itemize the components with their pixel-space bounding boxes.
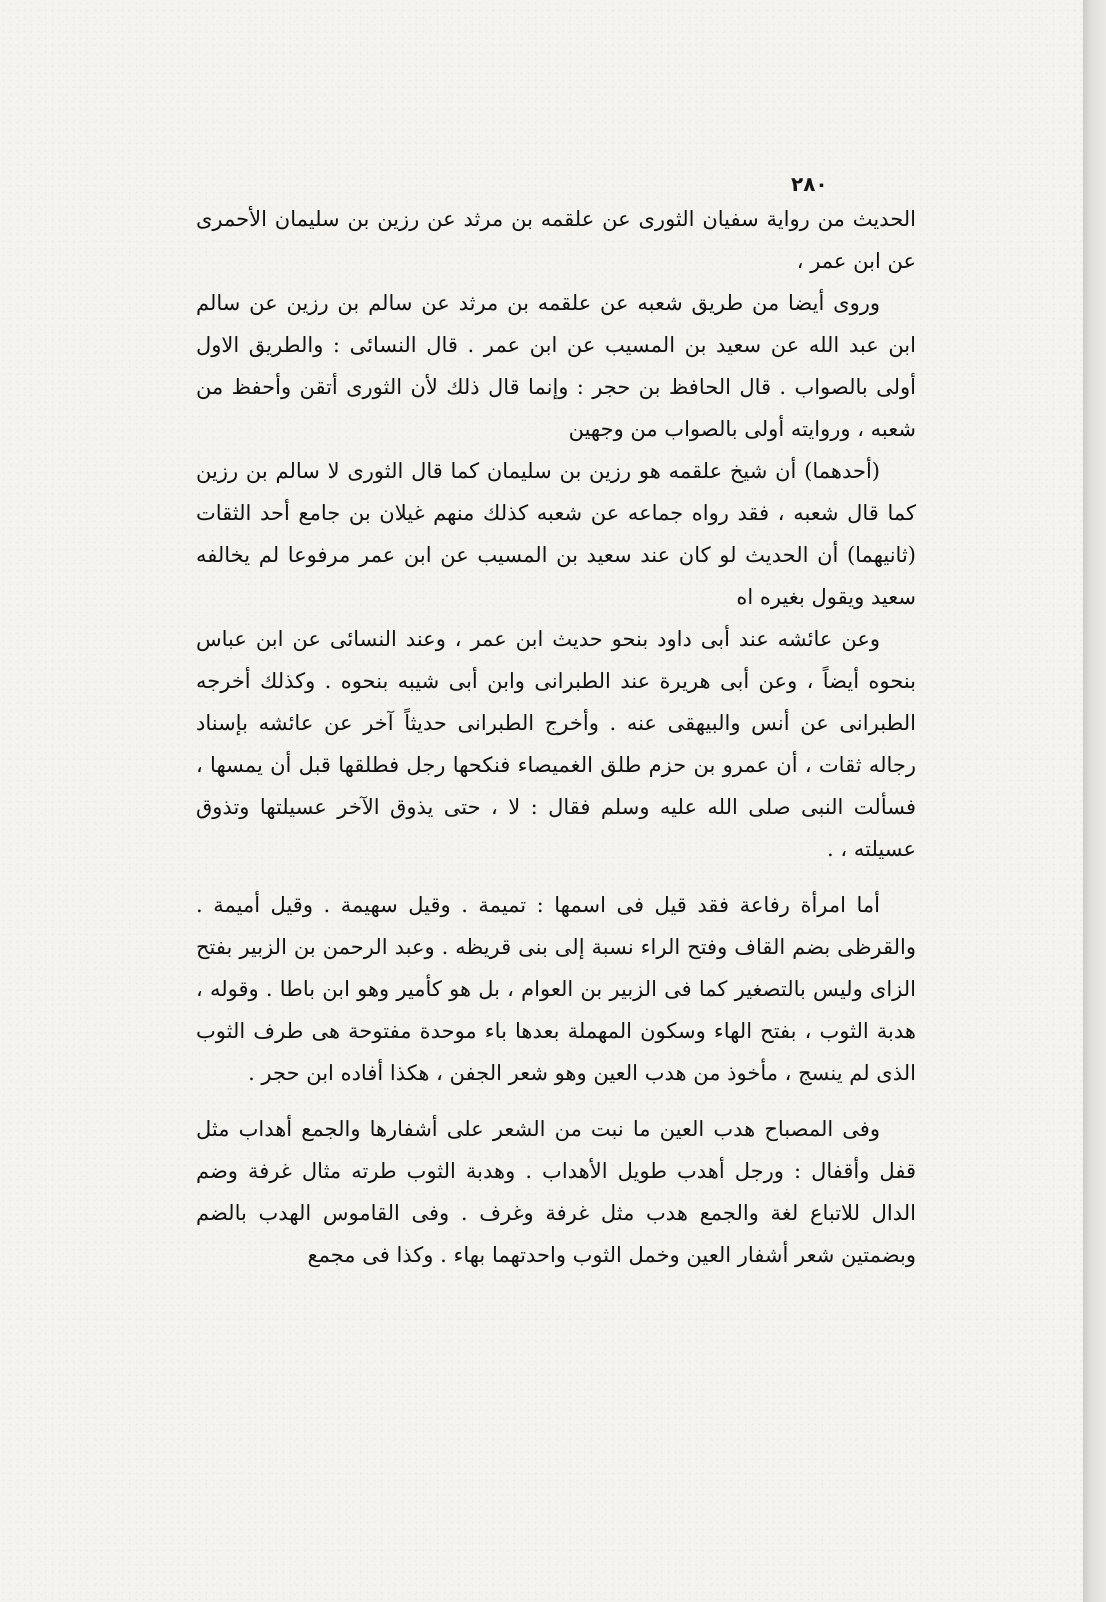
page-number: ٢٨٠ <box>791 172 828 196</box>
paragraph-2: وروى أيضا من طريق شعبه عن علقمه بن مرثد عن سالم بن رزين عن سالم ابن عبد الله عن سعيد بن المسيب عن ابن عمر . قال النسائى : والطريق الاول أولى بالصواب . قال الحافظ بن حجر : وإنما قال ذلك لأن الثورى أتقن وأحفظ من شعبه ، وروايته أولى بالصواب من وجهين <box>196 291 916 441</box>
paragraph-6: وفى المصباح هدب العين ما نبت من الشعر على أشفارها والجمع أهداب مثل قفل وأقفال : ورجل أهدب طويل الأهداب . وهدبة الثوب طرته مثال غرفة وضم الدال للاتباع لغة والجمع هدب مثل غرفة وغرف . وفى القاموس الهدب بالضم وبضمتين شعر أشفار العين وخمل الثوب واحدتهما بهاء . وكذا فى مجمع <box>196 1117 916 1267</box>
paragraph-1: الحديث من رواية سفيان الثورى عن علقمه بن مرثد عن رزين بن سليمان الأحمرى عن ابن عمر ، <box>196 207 916 273</box>
paragraph-4: وعن عائشه عند أبى داود بنحو حديث ابن عمر ، وعند النسائى عن ابن عباس بنحوه أيضاً ، وعن أبى هريرة عند الطبرانى وابن أبى شيبه بنحوه . وكذلك أخرجه الطبرانى عن أنس والبيهقى عنه . وأخرج الطبرانى حديثاً آخر عن عائشه بإسناد رجاله ثقات ، أن عمرو بن حزم طلق الغميصاء فنكحها رجل فطلقها قبل أن يمسها ، فسألت النبى صلى الله عليه وسلم فقال : لا ، حتى يذوق الآخر عسيلتها وتذوق عسيلته ، . <box>196 627 916 861</box>
scan-edge <box>1083 0 1106 1602</box>
paragraph-5: أما امرأة رفاعة فقد قيل فى اسمها : تميمة . وقيل سهيمة . وقيل أميمة . والقرظى بضم القاف وفتح الراء نسبة إلى بنى قريظه . وعبد الرحمن بن الزبير بفتح الزاى وليس بالتصغير كما فى الزبير بن العوام ، بل هو كأمير وهو ابن باطا . وقوله ، هدبة الثوب ، بفتح الهاء وسكون المهملة بعدها باء موحدة مفتوحة هى طرف الثوب الذى لم ينسج ، مأخوذ من هدب العين وهو شعر الجفن ، هكذا أفاده ابن حجر . <box>196 893 916 1085</box>
paragraph-3: (أحدهما) أن شيخ علقمه هو رزين بن سليمان كما قال الثورى لا سالم بن رزين كما قال شعبه ، فقد رواه جماعه عن شعبه كذلك منهم غيلان بن جامع أحد الثقات (ثانيهما) أن الحديث لو كان عند سعيد بن المسيب عن ابن عمر مرفوعا لم يخالفه سعيد ويقول بغيره اه <box>196 459 916 609</box>
page-body <box>196 198 916 1276</box>
